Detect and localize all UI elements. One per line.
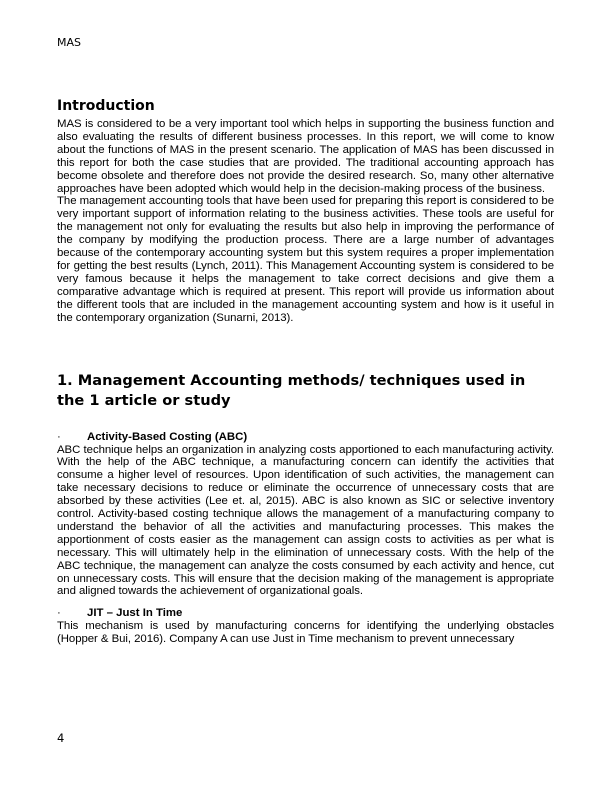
introduction-paragraph-1: MAS is considered to be a very important tool which helps in supporting the business function and also evaluating the results of different business processes. In this report, we will come to know about the functions of MAS in the present scenario. The application of MAS has been discussed in this report for both the case studies that are provided. The traditional accounting approach has become obsolete and therefore does not provide the desired research. So, many other alternative approaches have been adopted which would help in the decision-making process of the business. bbox=[57, 118, 554, 195]
jit-label: JIT – Just In Time bbox=[87, 607, 183, 620]
jit-paragraph: This mechanism is used by manufacturing concerns for identifying the underlying obstacles (Hopper & Bui, 2016). Company A can use Just in Time mechanism to prevent unnecessary bbox=[57, 620, 554, 646]
abc-bullet-heading bbox=[57, 431, 554, 444]
jit-bullet-heading bbox=[57, 607, 554, 620]
abc-label: Activity-Based Costing (ABC) bbox=[87, 430, 248, 443]
bullet-dot: · bbox=[57, 607, 61, 620]
section-1-heading: 1. Management Accounting methods/ techniques used in the 1 article or study bbox=[57, 371, 526, 409]
page-content bbox=[57, 98, 554, 646]
introduction-paragraph-2: The management accounting tools that have been used for preparing this report is considered to be very important support of information relating to the business activities. These tools are useful for the management not only for evaluating the results but also help in improving the performance of the company by modifying the production process. There are a large number of advantages because of the contemporary accounting system but this system requires a proper implementation for getting the best results (Lynch, 2011). This Management Accounting system is considered to be very famous because it helps the management to take correct decisions and give them a comparative advantage which is required at present. This report will provide us information about the different tools that are included in the management accounting system and how is it useful in the contemporary organization (Sunarni, 2013). bbox=[57, 195, 554, 324]
introduction-heading: Introduction bbox=[57, 98, 155, 114]
running-header: MAS bbox=[57, 36, 81, 49]
abc-paragraph: ABC technique helps an organization in analyzing costs apportioned to each manufacturing activity. With the help of the ABC technique, a manufacturing concern can identify the activities that consume a higher level of resources. Upon identification of such activities, the management can take necessary decisions to reduce or eliminate the occurrence of unnecessary costs that are absorbed by these activities (Lee et. al, 2015). ABC is also known as SIC or selective inventory control. Activity-based costing technique allows the management of a manufacturing company to understand the behavior of all the activities and manufacturing processes. This makes the apportionment of costs easier as the management can assign costs to activities as per what is necessary. This will ultimately help in the elimination of unnecessary costs. With the help of the ABC technique, the management can analyze the costs consumed by each activity and hence, cut on unnecessary costs. This will ensure that the decision making of the management is appropriate and aligned towards the achievement of organizational goals. bbox=[57, 443, 554, 598]
page-number: 4 bbox=[57, 731, 65, 745]
bullet-dot: · bbox=[57, 430, 61, 443]
